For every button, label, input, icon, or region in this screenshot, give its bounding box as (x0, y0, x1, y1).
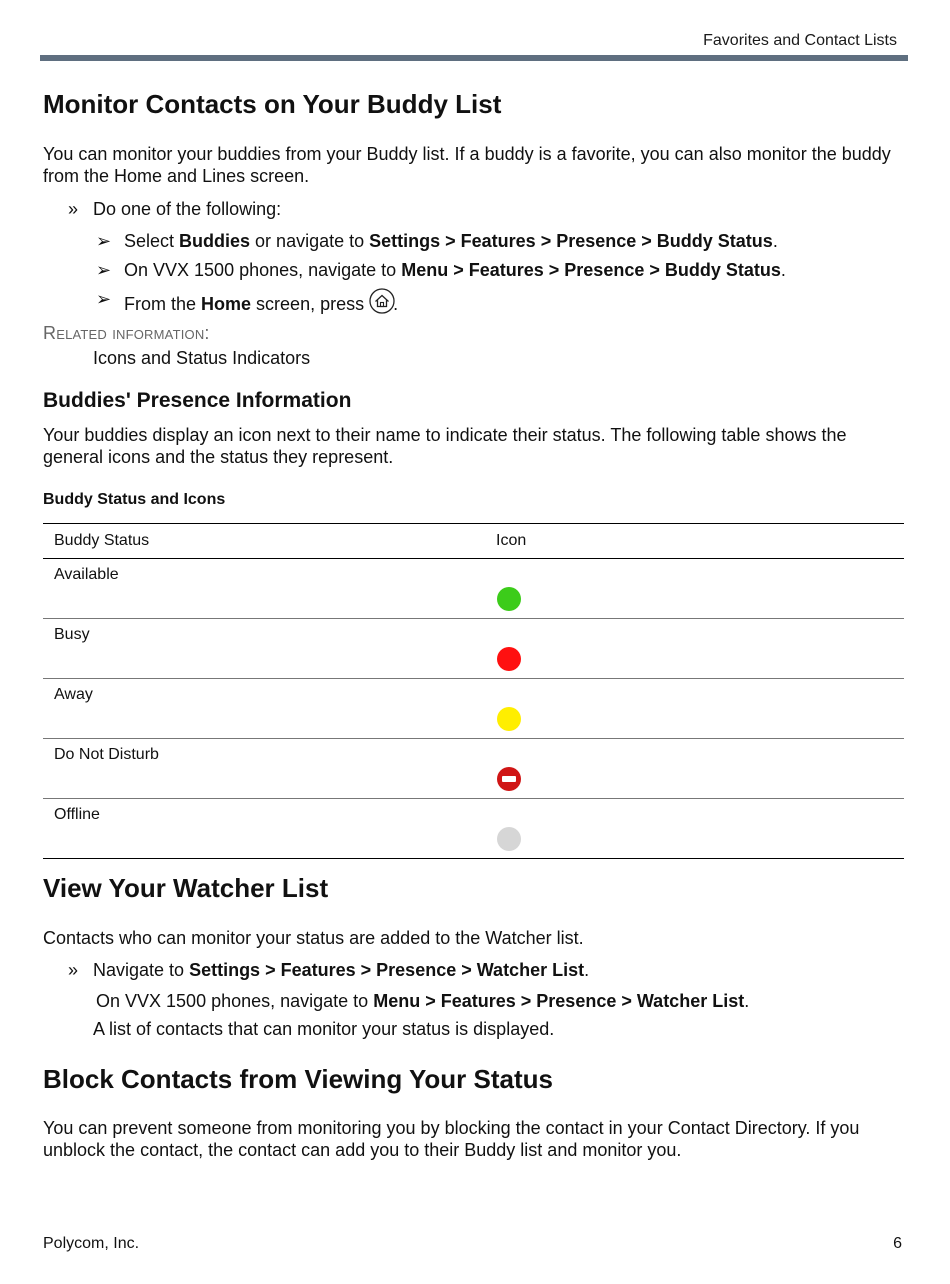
ui-term: Buddy Status (656, 231, 773, 251)
separator: > (636, 231, 657, 251)
option-text: or navigate to (250, 231, 370, 251)
alt-step (96, 990, 749, 1012)
option-marker: ➢ (96, 260, 112, 280)
step-marker: » (68, 199, 79, 219)
yellow-circle-icon (497, 707, 521, 731)
watcher-result: A list of contacts that can monitor your status is displayed. (93, 1019, 555, 1039)
heading-monitor-contacts: Monitor Contacts on Your Buddy List (43, 89, 502, 119)
column-header-icon: Icon (496, 532, 527, 549)
table-header-row (43, 524, 904, 559)
gray-circle-icon (497, 827, 521, 851)
block-intro: You can prevent someone from monitoring you by blocking the contact in your Contact Directory. If you unblock the contact, the contact can add you to their Buddy list and monitor you. (43, 1118, 860, 1160)
table-row (43, 679, 904, 739)
step-item (68, 198, 282, 220)
monitor-intro: You can monitor your buddies from your Buddy list. If a buddy is a favorite, you can also monitor the buddy from the Home and Lines screen. (43, 144, 891, 186)
ui-term: Features (440, 991, 516, 1011)
heading-watcher-list: View Your Watcher List (43, 873, 329, 903)
option-text: Select (124, 231, 180, 251)
option-item (96, 230, 778, 252)
green-circle-icon (497, 587, 521, 611)
status-cell: Away (54, 686, 93, 703)
option-text: . (780, 260, 786, 280)
step-text: Navigate to (93, 960, 190, 980)
separator: > (355, 960, 377, 980)
ui-term: Presence (556, 231, 637, 251)
ui-term: Presence (536, 991, 617, 1011)
option-text: screen, press (251, 294, 370, 314)
icon-cell (496, 619, 904, 679)
ui-term: Presence (564, 260, 645, 280)
option-text: . (393, 294, 399, 314)
step-text: . (584, 960, 590, 980)
icon-cell (496, 559, 904, 619)
table-title: Buddy Status and Icons (43, 491, 226, 508)
ui-term: Settings (189, 960, 261, 980)
ui-term: Settings (369, 231, 441, 251)
ui-term: Buddy Status (664, 260, 781, 280)
header-rule (40, 55, 908, 61)
ui-term: Menu (401, 260, 449, 280)
buddy-status-table (43, 523, 904, 859)
presence-intro: Your buddies display an icon next to their name to indicate their status. The following table shows the general icons and the status they represent. (43, 425, 847, 467)
icon-cell (496, 679, 904, 739)
table-row (43, 739, 904, 799)
footer-company: Polycom, Inc. (43, 1235, 140, 1252)
ui-term: Features (280, 960, 356, 980)
related-link[interactable]: Icons and Status Indicators (93, 348, 311, 368)
table-row (43, 799, 904, 859)
column-header-status: Buddy Status (54, 532, 150, 549)
icon-cell (496, 799, 904, 859)
status-cell: Offline (54, 806, 100, 823)
step-item (68, 959, 590, 981)
separator: > (535, 231, 557, 251)
watcher-intro: Contacts who can monitor your status are added to the Watcher list. (43, 928, 584, 948)
do-not-disturb-icon (497, 767, 521, 791)
option-text: On VVX 1500 phones, navigate to (124, 260, 402, 280)
separator: > (515, 991, 537, 1011)
separator: > (616, 991, 637, 1011)
separator: > (260, 960, 281, 980)
ui-term: Watcher List (636, 991, 745, 1011)
option-text: From the (124, 294, 202, 314)
ui-term: Watcher List (476, 960, 585, 980)
icon-cell (496, 739, 904, 799)
ui-term: Features (468, 260, 544, 280)
ui-term: Features (460, 231, 536, 251)
page-number: 6 (893, 1235, 902, 1252)
ui-term: Home (201, 294, 252, 314)
step-text: . (744, 991, 750, 1011)
home-icon (369, 288, 393, 312)
table-row (43, 619, 904, 679)
separator: > (456, 960, 477, 980)
ui-term: Menu (373, 991, 421, 1011)
ui-term: Presence (376, 960, 457, 980)
option-marker: ➢ (96, 231, 112, 251)
option-item (96, 259, 786, 281)
separator: > (420, 991, 441, 1011)
heading-block-contacts: Block Contacts from Viewing Your Status (43, 1064, 553, 1094)
step-text: Do one of the following: (93, 199, 282, 219)
status-cell: Available (54, 566, 119, 583)
heading-presence-information: Buddies' Presence Information (43, 389, 352, 412)
option-text: . (772, 231, 778, 251)
red-circle-icon (497, 647, 521, 671)
status-cell: Do Not Disturb (54, 746, 159, 763)
option-item (96, 288, 399, 315)
ui-term: Buddies (179, 231, 251, 251)
step-text: On VVX 1500 phones, navigate to (96, 991, 374, 1011)
status-cell: Busy (54, 626, 90, 643)
separator: > (448, 260, 469, 280)
related-information-label: Related information: (43, 323, 210, 343)
table-row (43, 559, 904, 619)
separator: > (543, 260, 565, 280)
separator: > (440, 231, 461, 251)
option-marker: ➢ (96, 289, 112, 309)
step-marker: » (68, 960, 79, 980)
separator: > (644, 260, 665, 280)
running-header: Favorites and Contact Lists (703, 32, 897, 49)
